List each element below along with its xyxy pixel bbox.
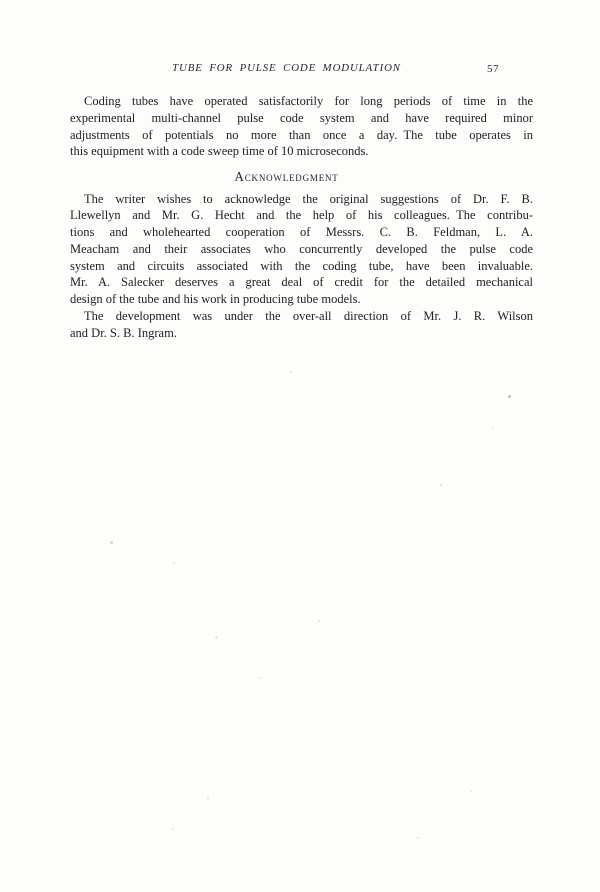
text-line: Meacham and their associates who concurrently developed the pulse code — [70, 241, 533, 256]
text-line: The writer wishes to acknowledge the original suggestions of Dr. F. B. — [84, 191, 533, 206]
scan-speck — [508, 395, 511, 398]
scan-speck — [172, 828, 174, 830]
text-line: Mr. A. Salecker deserves a great deal of credit for the detailed mechanical — [70, 275, 533, 290]
text-line: adjustments of potentials no more than once a day. The tube operates in — [70, 127, 533, 142]
text-line: tions and wholehearted cooperation of Messrs. C. B. Feldman, L. A. — [70, 225, 533, 240]
text-line: design of the tube and his work in producing tube models. — [70, 292, 361, 307]
text-line: this equipment with a code sweep time of 10 microseconds. — [70, 144, 369, 159]
scan-speck — [492, 427, 494, 429]
section-heading-acknowledgment: Acknowledgment — [234, 169, 339, 184]
text-line: Llewellyn and Mr. G. Hecht and the help of his colleagues. The contribu- — [70, 208, 533, 223]
scan-speck — [110, 541, 113, 544]
page-number: 57 — [487, 63, 499, 75]
acknowledgment-paragraphs — [70, 191, 533, 342]
scan-speck — [69, 121, 71, 123]
scan-speck — [290, 371, 292, 373]
text-line: system and circuits associated with the coding tube, have been invaluable. — [70, 258, 533, 273]
running-title: TUBE FOR PULSE CODE MODULATION — [172, 62, 401, 74]
scan-speck — [440, 484, 442, 486]
running-header — [70, 62, 503, 78]
text-line: and Dr. S. B. Ingram. — [70, 325, 177, 340]
scan-speck — [215, 636, 218, 639]
text-line: The development was under the over-all direction of Mr. J. R. Wilson — [84, 308, 533, 323]
intro-paragraph — [70, 93, 533, 160]
text-line: experimental multi-channel pulse code system and have required minor — [70, 110, 533, 125]
scan-speck — [470, 790, 472, 792]
scan-speck — [417, 837, 419, 839]
scan-speck — [318, 620, 320, 622]
scan-speck — [173, 562, 175, 564]
text-line: Coding tubes have operated satisfactorily for long periods of time in the — [84, 94, 533, 108]
scan-speck — [207, 797, 209, 799]
scan-speck — [259, 677, 261, 679]
